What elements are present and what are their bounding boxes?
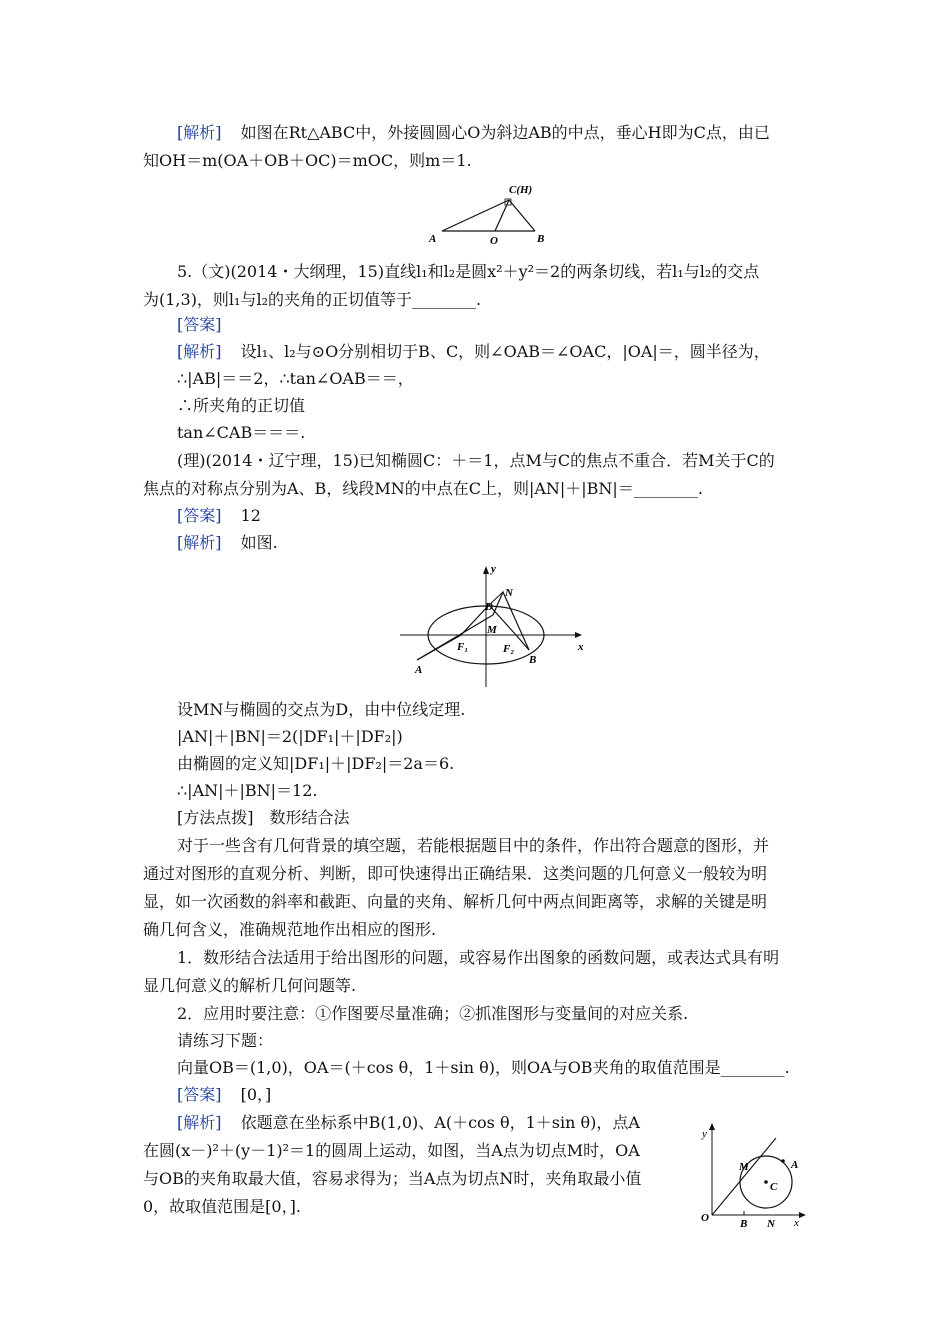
label-b: B <box>537 233 545 245</box>
solution-line: 知OH＝m(OA＋OB＋OC)＝mOC，则m＝1. <box>143 151 472 170</box>
paragraph-line: 对于一些含有几何背景的填空题，若能根据题目中的条件，作出符合题意的图形，并 <box>177 836 770 855</box>
solution-line: 与OB的夹角取最大值，容易求得为；当A点为切点N时，夹角取最小值 <box>143 1169 642 1188</box>
text: 设l₁、l₂与⊙O分别相切于B、C，则∠OAB＝∠OAC，|OA|＝，圆半径为， <box>240 342 770 361</box>
question-line: 焦点的对称点分别为A、B，线段MN的中点在C上，则|AN|＋|BN|＝________. <box>143 479 703 498</box>
solution-line <box>177 339 770 365</box>
text: 依题意在坐标系中B(1,0)、A(＋cos θ，1＋sin θ)，点A <box>240 1113 640 1132</box>
solution-line: |AN|＋|BN|＝2(|DF₁|＋|DF₂|) <box>177 727 403 746</box>
paragraph-line: 请练习下题： <box>177 1031 274 1050</box>
paragraph-line: 2．应用时要注意：①作图要尽量准确；②抓准图形与变量间的对应关系. <box>177 1004 689 1023</box>
answer-value: 12 <box>240 506 261 525</box>
answer-line <box>177 312 222 338</box>
solution-line <box>177 120 770 146</box>
solution-line: 在圆(x－)²＋(y－1)²＝1的圆周上运动，如图，当A点为切点M时，OA <box>143 1141 640 1160</box>
label-d: D <box>485 601 493 613</box>
label-a: A <box>429 233 437 245</box>
label-m: M <box>487 624 497 636</box>
solution-line: tan∠CAB＝＝＝. <box>177 423 306 442</box>
solution-line: 0，故取值范围是[0，]. <box>143 1197 301 1216</box>
question-line: 向量OB＝(1,0)，OA＝(＋cos θ，1＋sin θ)，则OA与OB夹角的取值范围是________. <box>177 1058 790 1077</box>
question-line: (理)(2014・辽宁理，15)已知椭圆C：＋＝1，点M与C的焦点不重合．若M关于C的 <box>177 451 775 470</box>
solution-line: ∴|AB|＝＝2，∴tan∠OAB＝＝， <box>177 369 414 388</box>
label-x: x <box>794 1217 799 1229</box>
solution-line <box>177 530 278 556</box>
label-y: y <box>491 563 496 575</box>
solution-line: 设MN与椭圆的交点为D，由中位线定理. <box>177 700 466 719</box>
label-o: O <box>490 235 498 247</box>
label-n: N <box>505 587 513 599</box>
label-x: x <box>578 641 584 653</box>
analysis-tag: [解析] <box>177 533 222 552</box>
text: 如图在Rt△ABC中，外接圆圆心O为斜边AB的中点，垂心H即为C点，由已 <box>240 123 770 142</box>
analysis-tag: [解析] <box>177 342 222 361</box>
answer-tag: [答案] <box>177 315 222 334</box>
label-c: C(H) <box>509 184 533 196</box>
paragraph-line: 1．数形结合法适用于给出图形的问题，或容易作出图象的函数问题，或表达式具有明 <box>177 948 780 967</box>
answer-line <box>177 503 261 529</box>
answer-value: [0，] <box>240 1085 272 1104</box>
answer-tag: [答案] <box>177 1085 222 1104</box>
label-n: N <box>767 1218 775 1230</box>
paragraph-line: 显，如一次函数的斜率和截距、向量的夹角、解析几何中两点间距离等，求解的关键是明 <box>143 892 768 911</box>
label-o: O <box>701 1212 709 1224</box>
analysis-tag: [解析] <box>177 1113 222 1132</box>
label-b: B <box>529 654 537 666</box>
label-c: C <box>770 1181 778 1193</box>
triangle-figure <box>425 180 550 248</box>
circle-figure <box>696 1118 811 1230</box>
analysis-tag: [解析] <box>177 123 222 142</box>
label-a: A <box>791 1159 799 1171</box>
paragraph-line: 通过对图形的直观分析、判断，即可快速得出正确结果．这类问题的几何意义一般较为明 <box>143 864 768 883</box>
method-title: [方法点拨] 数形结合法 <box>177 808 350 827</box>
paragraph-line: 显几何意义的解析几何问题等. <box>143 976 357 995</box>
paragraph-line: 确几何含义，准确规范地作出相应的图形. <box>143 920 437 939</box>
answer-line <box>177 1082 271 1108</box>
label-f2: F₂ <box>503 643 515 655</box>
ellipse-figure <box>395 560 595 695</box>
solution-line: 由椭圆的定义知|DF₁|＋|DF₂|＝2a＝6. <box>177 754 455 773</box>
question-line: 5.（文)(2014・大纲理，15)直线l₁和l₂是圆x²＋y²＝2的两条切线，若l₁与l₂的交点 <box>177 262 760 281</box>
label-y: y <box>702 1128 707 1140</box>
label-a: A <box>415 664 423 676</box>
solution-line: ∴|AN|＋|BN|＝12. <box>177 781 318 800</box>
text: 如图. <box>240 533 278 552</box>
question-line: 为(1,3)，则l₁与l₂的夹角的正切值等于________. <box>143 290 482 309</box>
solution-line: ∴所夹角的正切值 <box>177 396 306 415</box>
label-f1: F₁ <box>457 641 469 653</box>
answer-tag: [答案] <box>177 506 222 525</box>
label-b: B <box>740 1218 748 1230</box>
solution-line <box>177 1110 640 1136</box>
label-m: M <box>739 1161 749 1173</box>
